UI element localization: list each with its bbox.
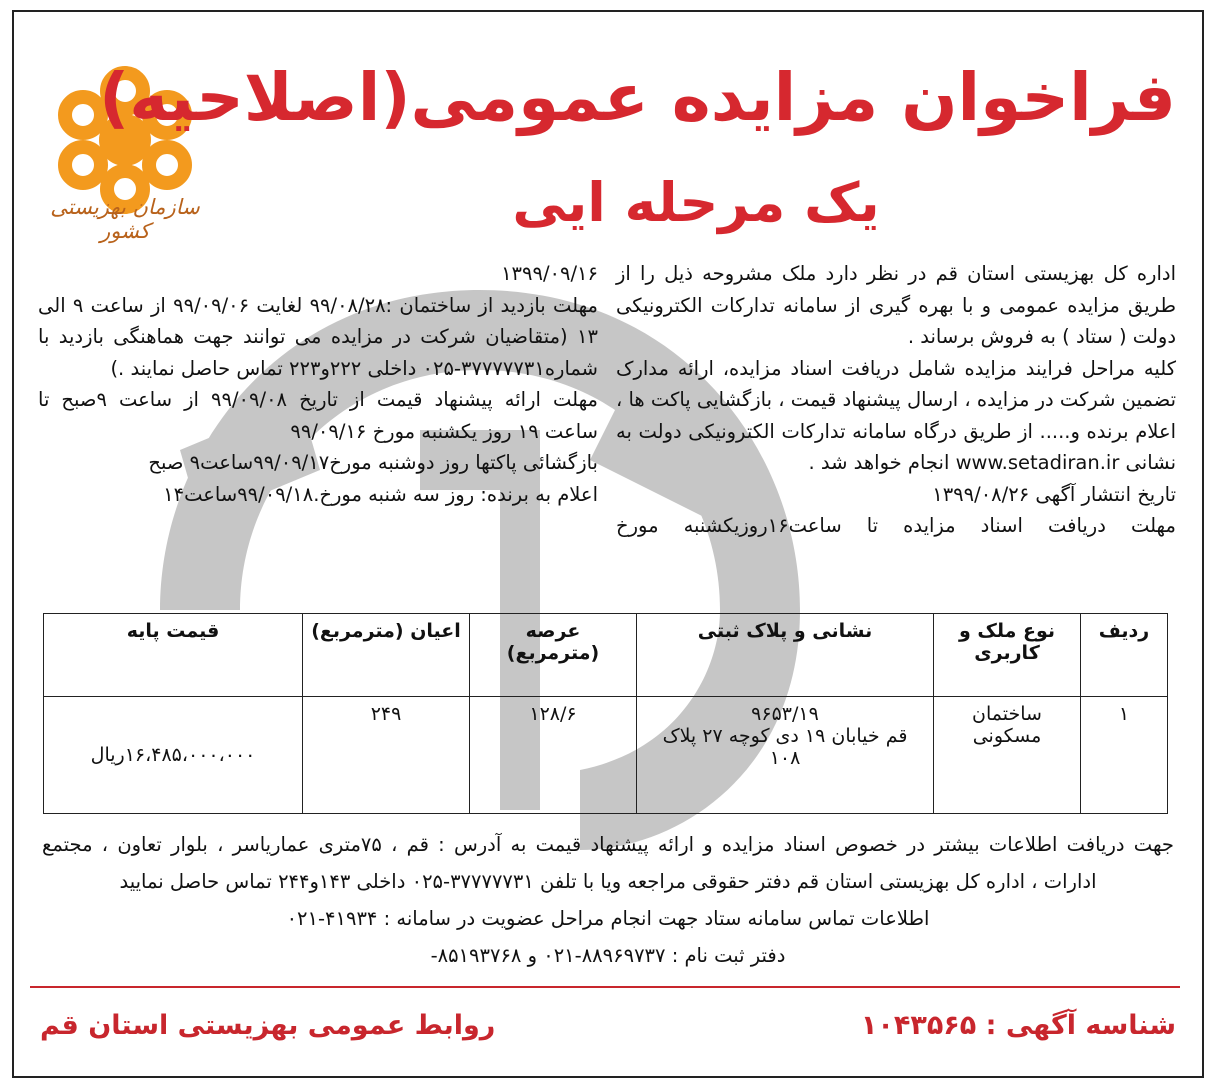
table-header-row xyxy=(44,614,1168,697)
left-column xyxy=(38,258,598,510)
col-index: ردیف xyxy=(1081,614,1168,697)
publisher: روابط عمومی بهزیستی استان قم xyxy=(40,1010,496,1041)
cell-type: ساختمان مسکونی xyxy=(934,697,1081,814)
process-paragraph xyxy=(616,353,1176,479)
col-type: نوع ملک و کاربری xyxy=(934,614,1081,697)
intro-paragraph: اداره کل بهزیستی استان قم در نظر دارد ملک مشروحه ذیل را از طریق مزایده عمومی و با بهره گیری از سامانه تدارکات الکترونیکی دولت ( ستاد ) به فروش برساند . xyxy=(616,262,1176,348)
right-column xyxy=(616,258,1176,542)
cell-building: ۲۴۹ xyxy=(303,697,470,814)
cell-address-text: قم خیابان ۱۹ دی کوچه ۲۷ پلاک ۱۰۸ xyxy=(662,725,908,769)
col-land: عرصه (مترمربع) xyxy=(470,614,637,697)
property-table xyxy=(43,613,1168,814)
doc-deadline-date: ۱۳۹۹/۰۹/۱۶ xyxy=(501,262,598,285)
divider xyxy=(30,986,1180,988)
page-subtitle: یک مرحله ایی xyxy=(512,171,880,234)
publish-date: تاریخ انتشار آگهی ۱۳۹۹/۰۸/۲۶ xyxy=(932,482,1176,506)
footer-line-2: ادارات ، اداره کل بهزیستی استان قم دفتر حقوقی مراجعه ویا با تلفن ۳۷۷۷۷۷۳۱-۰۲۵ داخلی ۱۴۳و۲۴۴ تماس حاصل نمایید xyxy=(119,870,1097,893)
opening-date: بازگشائی پاکتها روز دوشنبه مورخ۹۹/۰۹/۱۷ساعت۹ صبح xyxy=(148,451,598,474)
table-row xyxy=(44,697,1168,814)
col-price: قیمت پایه xyxy=(44,614,303,697)
footer-info xyxy=(42,826,1174,974)
winner-date: اعلام به برنده: روز سه شنبه مورخ.۹۹/۰۹/۱۸ساعت۱۴ xyxy=(163,482,598,506)
cell-price: ۱۶،۴۸۵،۰۰۰،۰۰۰ریال xyxy=(44,697,303,814)
logo-caption: سازمان بهزیستی کشور xyxy=(50,195,200,243)
cell-address xyxy=(637,697,934,814)
visit-deadline: مهلت بازدید از ساختمان :۹۹/۰۸/۲۸ لغایت ۹۹/۰۹/۰۶ از ساعت ۹ الی ۱۳ (متقاضیان شرکت در مزایده می توانند جهت هماهنگی بازدید با شماره۳۷۷۷۷۷۳۱-۰۲۵ داخلی ۲۲۲و۲۲۳ تماس حاصل نمایند .) xyxy=(38,293,599,380)
ad-id: شناسه آگهی : ۱۰۴۳۵۶۵ xyxy=(860,1010,1176,1041)
cell-index: ۱ xyxy=(1081,697,1168,814)
col-building: اعیان (مترمربع) xyxy=(303,614,470,697)
process-text-end: انجام خواهد شد . xyxy=(808,451,950,474)
doc-deadline: مهلت دریافت اسناد مزایده تا ساعت۱۶روزیکشنبه مورخ xyxy=(616,514,1176,537)
col-address: نشانی و پلاک ثبتی xyxy=(637,614,934,697)
process-text: کلیه مراحل فرایند مزایده شامل دریافت اسناد مزایده، ارائه مدارک تضمین شرکت در مزایده ، ارسال پیشنهاد قیمت ، بازگشایی پاکت ها ، اعلام برنده و..... از طریق درگاه سامانه تدارکات الکترونیکی دولت به نشانی xyxy=(616,356,1176,474)
cell-plate: ۹۶۵۳/۱۹ xyxy=(751,703,819,725)
footer-line-4: دفتر ثبت نام : ۸۸۹۶۹۷۳۷-۰۲۱ و ۸۵۱۹۳۷۶۸- xyxy=(430,944,786,967)
cell-land: ۱۲۸/۶ xyxy=(470,697,637,814)
footer-line-3: اطلاعات تماس سامانه ستاد جهت انجام مراحل عضویت در سامانه : ۴۱۹۳۴-۰۲۱ xyxy=(286,907,930,930)
footer-line-1: جهت دریافت اطلاعات بیشتر در خصوص اسناد مزایده و ارائه پیشنهاد قیمت به آدرس : قم ، ۷۵متری عماریاسر ، بلوار تعاون ، مجتمع xyxy=(42,833,1174,856)
website-link[interactable]: www.setadiran.ir xyxy=(955,451,1120,474)
offer-deadline: مهلت ارائه پیشنهاد قیمت از تاریخ ۹۹/۰۹/۰۸ از ساعت ۹صبح تا ساعت ۱۹ روز یکشنبه مورخ ۹۹/۰۹/۱۶ xyxy=(38,388,598,443)
page-title: فراخوان مزایده عمومی(اصلاحیه) xyxy=(99,59,1176,136)
